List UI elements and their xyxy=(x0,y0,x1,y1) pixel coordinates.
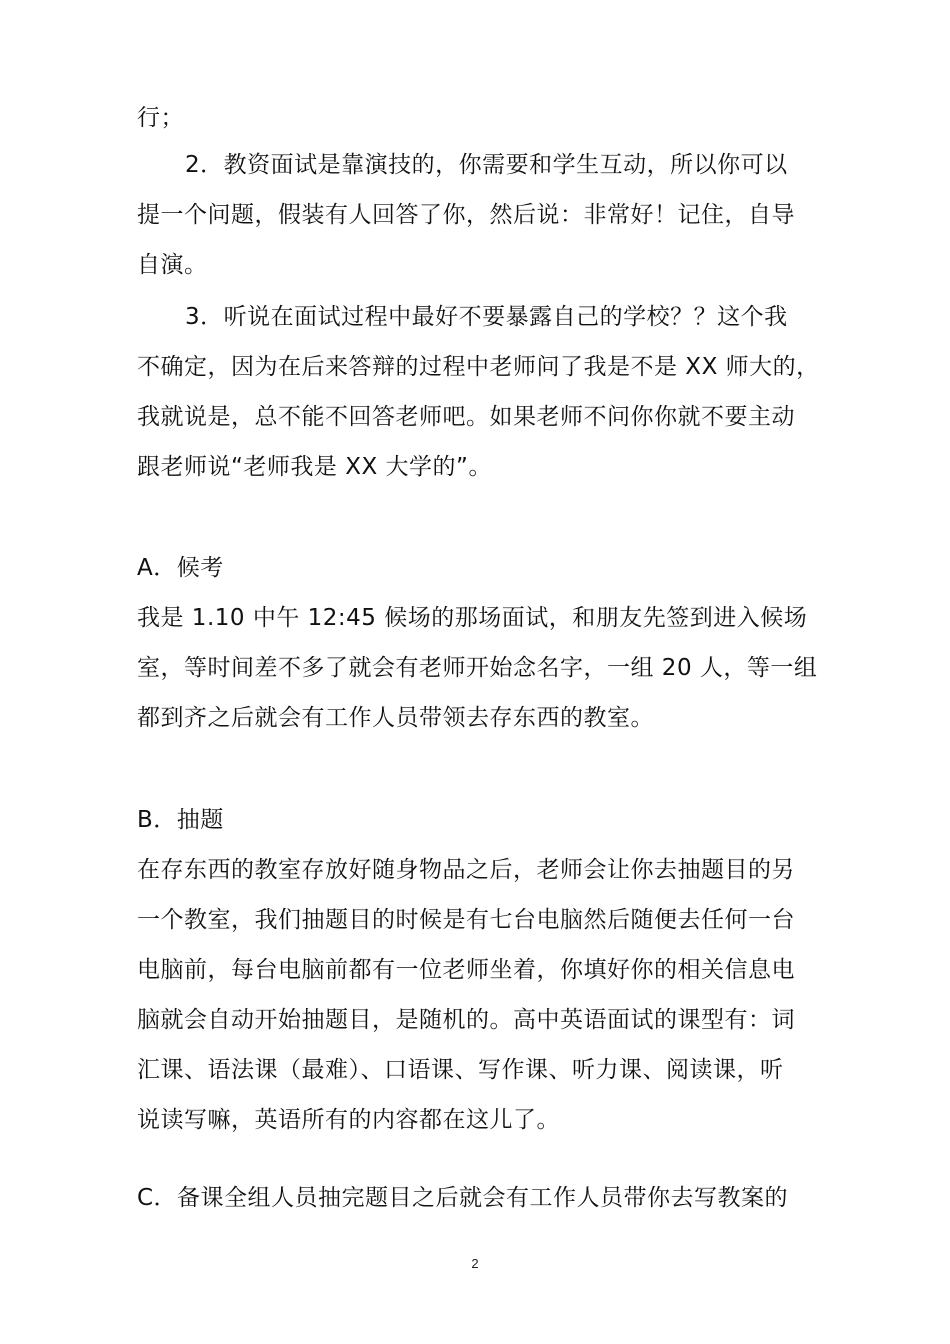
text-line: 汇课、语法课（最难）、口语课、写作课、听力课、阅读课，听 xyxy=(137,1057,784,1083)
text-line: 3．听说在面试过程中最好不要暴露自己的学校？？这个我 xyxy=(185,304,788,330)
text-line: 说读写嘛，英语所有的内容都在这儿了。 xyxy=(137,1107,560,1133)
text-line: C．备课全组人员抽完题目之后就会有工作人员带你去写教案的 xyxy=(137,1185,789,1211)
text-line: 自演。 xyxy=(137,252,208,278)
text-line: 电脑前，每台电脑前都有一位老师坐着，你填好你的相关信息电 xyxy=(137,957,795,983)
text-line: 不确定，因为在后来答辩的过程中老师问了我是不是 XX 师大的， xyxy=(137,354,820,380)
text-line: 2．教资面试是靠演技的，你需要和学生互动，所以你可以 xyxy=(185,152,788,178)
page-number: 2 xyxy=(471,1256,479,1271)
text-line: 脑就会自动开始抽题目，是随机的。高中英语面试的课型有：词 xyxy=(137,1007,795,1033)
text-line: 一个教室，我们抽题目的时候是有七台电脑然后随便去任何一台 xyxy=(137,907,795,933)
text-line: 在存东西的教室存放好随身物品之后，老师会让你去抽题目的另 xyxy=(137,857,795,883)
text-line: 我就说是，总不能不回答老师吧。如果老师不问你你就不要主动 xyxy=(137,404,795,430)
text-line: 都到齐之后就会有工作人员带领去存东西的教室。 xyxy=(137,705,654,731)
text-line: 跟老师说“老师我是 XX 大学的”。 xyxy=(137,454,492,480)
section-heading: A．候考 xyxy=(137,555,224,581)
text-line: 室，等时间差不多了就会有老师开始念名字，一组 20 人，等一组 xyxy=(137,655,818,681)
text-line: 行； xyxy=(137,105,184,131)
text-line: 提一个问题，假装有人回答了你，然后说：非常好！记住，自导 xyxy=(137,202,795,228)
text-line: 我是 1.10 中午 12:45 候场的那场面试，和朋友先签到进入候场 xyxy=(137,605,808,631)
section-heading: B．抽题 xyxy=(137,807,224,833)
